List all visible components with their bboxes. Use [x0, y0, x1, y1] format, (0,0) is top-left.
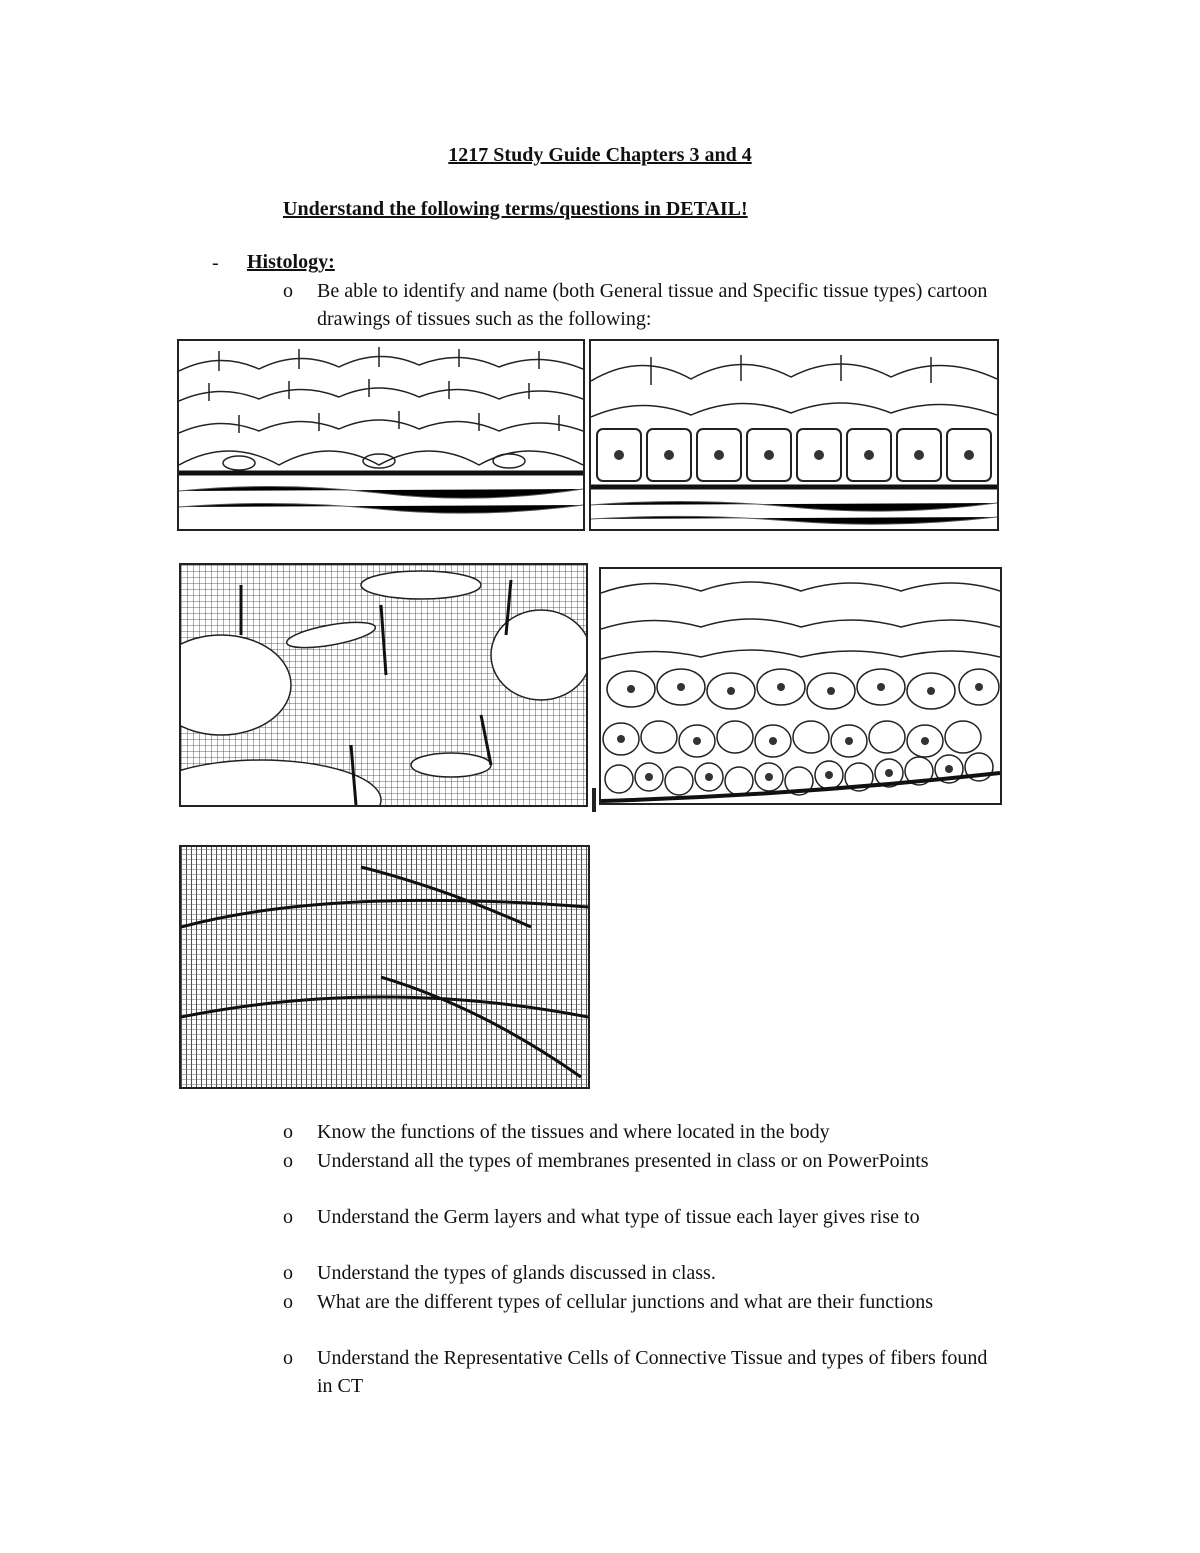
document-title: 1217 Study Guide Chapters 3 and 4: [448, 144, 752, 166]
cardiac-muscle-drawing: [179, 563, 588, 807]
bullet-glyph: o: [283, 1150, 293, 1172]
stratified-cuboidal-drawing: [589, 339, 999, 531]
bullet-glyph: o: [283, 1121, 293, 1143]
list-item-text: Know the functions of the tissues and where located in the body: [317, 1121, 830, 1143]
bullet-glyph: o: [283, 1262, 293, 1284]
list-item-text: Understand all the types of membranes presented in class or on PowerPoints: [317, 1150, 929, 1172]
stratified-epithelium-drawing: [599, 567, 1002, 805]
section-dash: -: [212, 252, 219, 274]
document-subtitle: Understand the following terms/questions in DETAIL!: [283, 198, 748, 220]
bullet-glyph: o: [283, 1347, 293, 1369]
list-item-text: Understand the Germ layers and what type of tissue each layer gives rise to: [317, 1206, 920, 1228]
intro-bullet-text: Be able to identify and name (both General tissue and Specific tissue types) cartoon drawings of tissues such as the following:: [317, 280, 988, 330]
list-item-text: Understand the types of glands discussed in class.: [317, 1262, 716, 1284]
stratified-squamous-drawing: [177, 339, 585, 531]
list-item-text: What are the different types of cellular junctions and what are their functions: [317, 1291, 934, 1313]
section-heading: Histology:: [247, 251, 335, 273]
bullet-glyph: o: [283, 280, 293, 302]
bullet-glyph: o: [283, 1206, 293, 1228]
bullet-glyph: o: [283, 1291, 293, 1313]
skeletal-muscle-drawing: [179, 845, 590, 1089]
list-item-text: Understand the Representative Cells of Connective Tissue and types of fibers found in CT: [317, 1347, 988, 1397]
text-cursor-icon: [592, 788, 596, 812]
